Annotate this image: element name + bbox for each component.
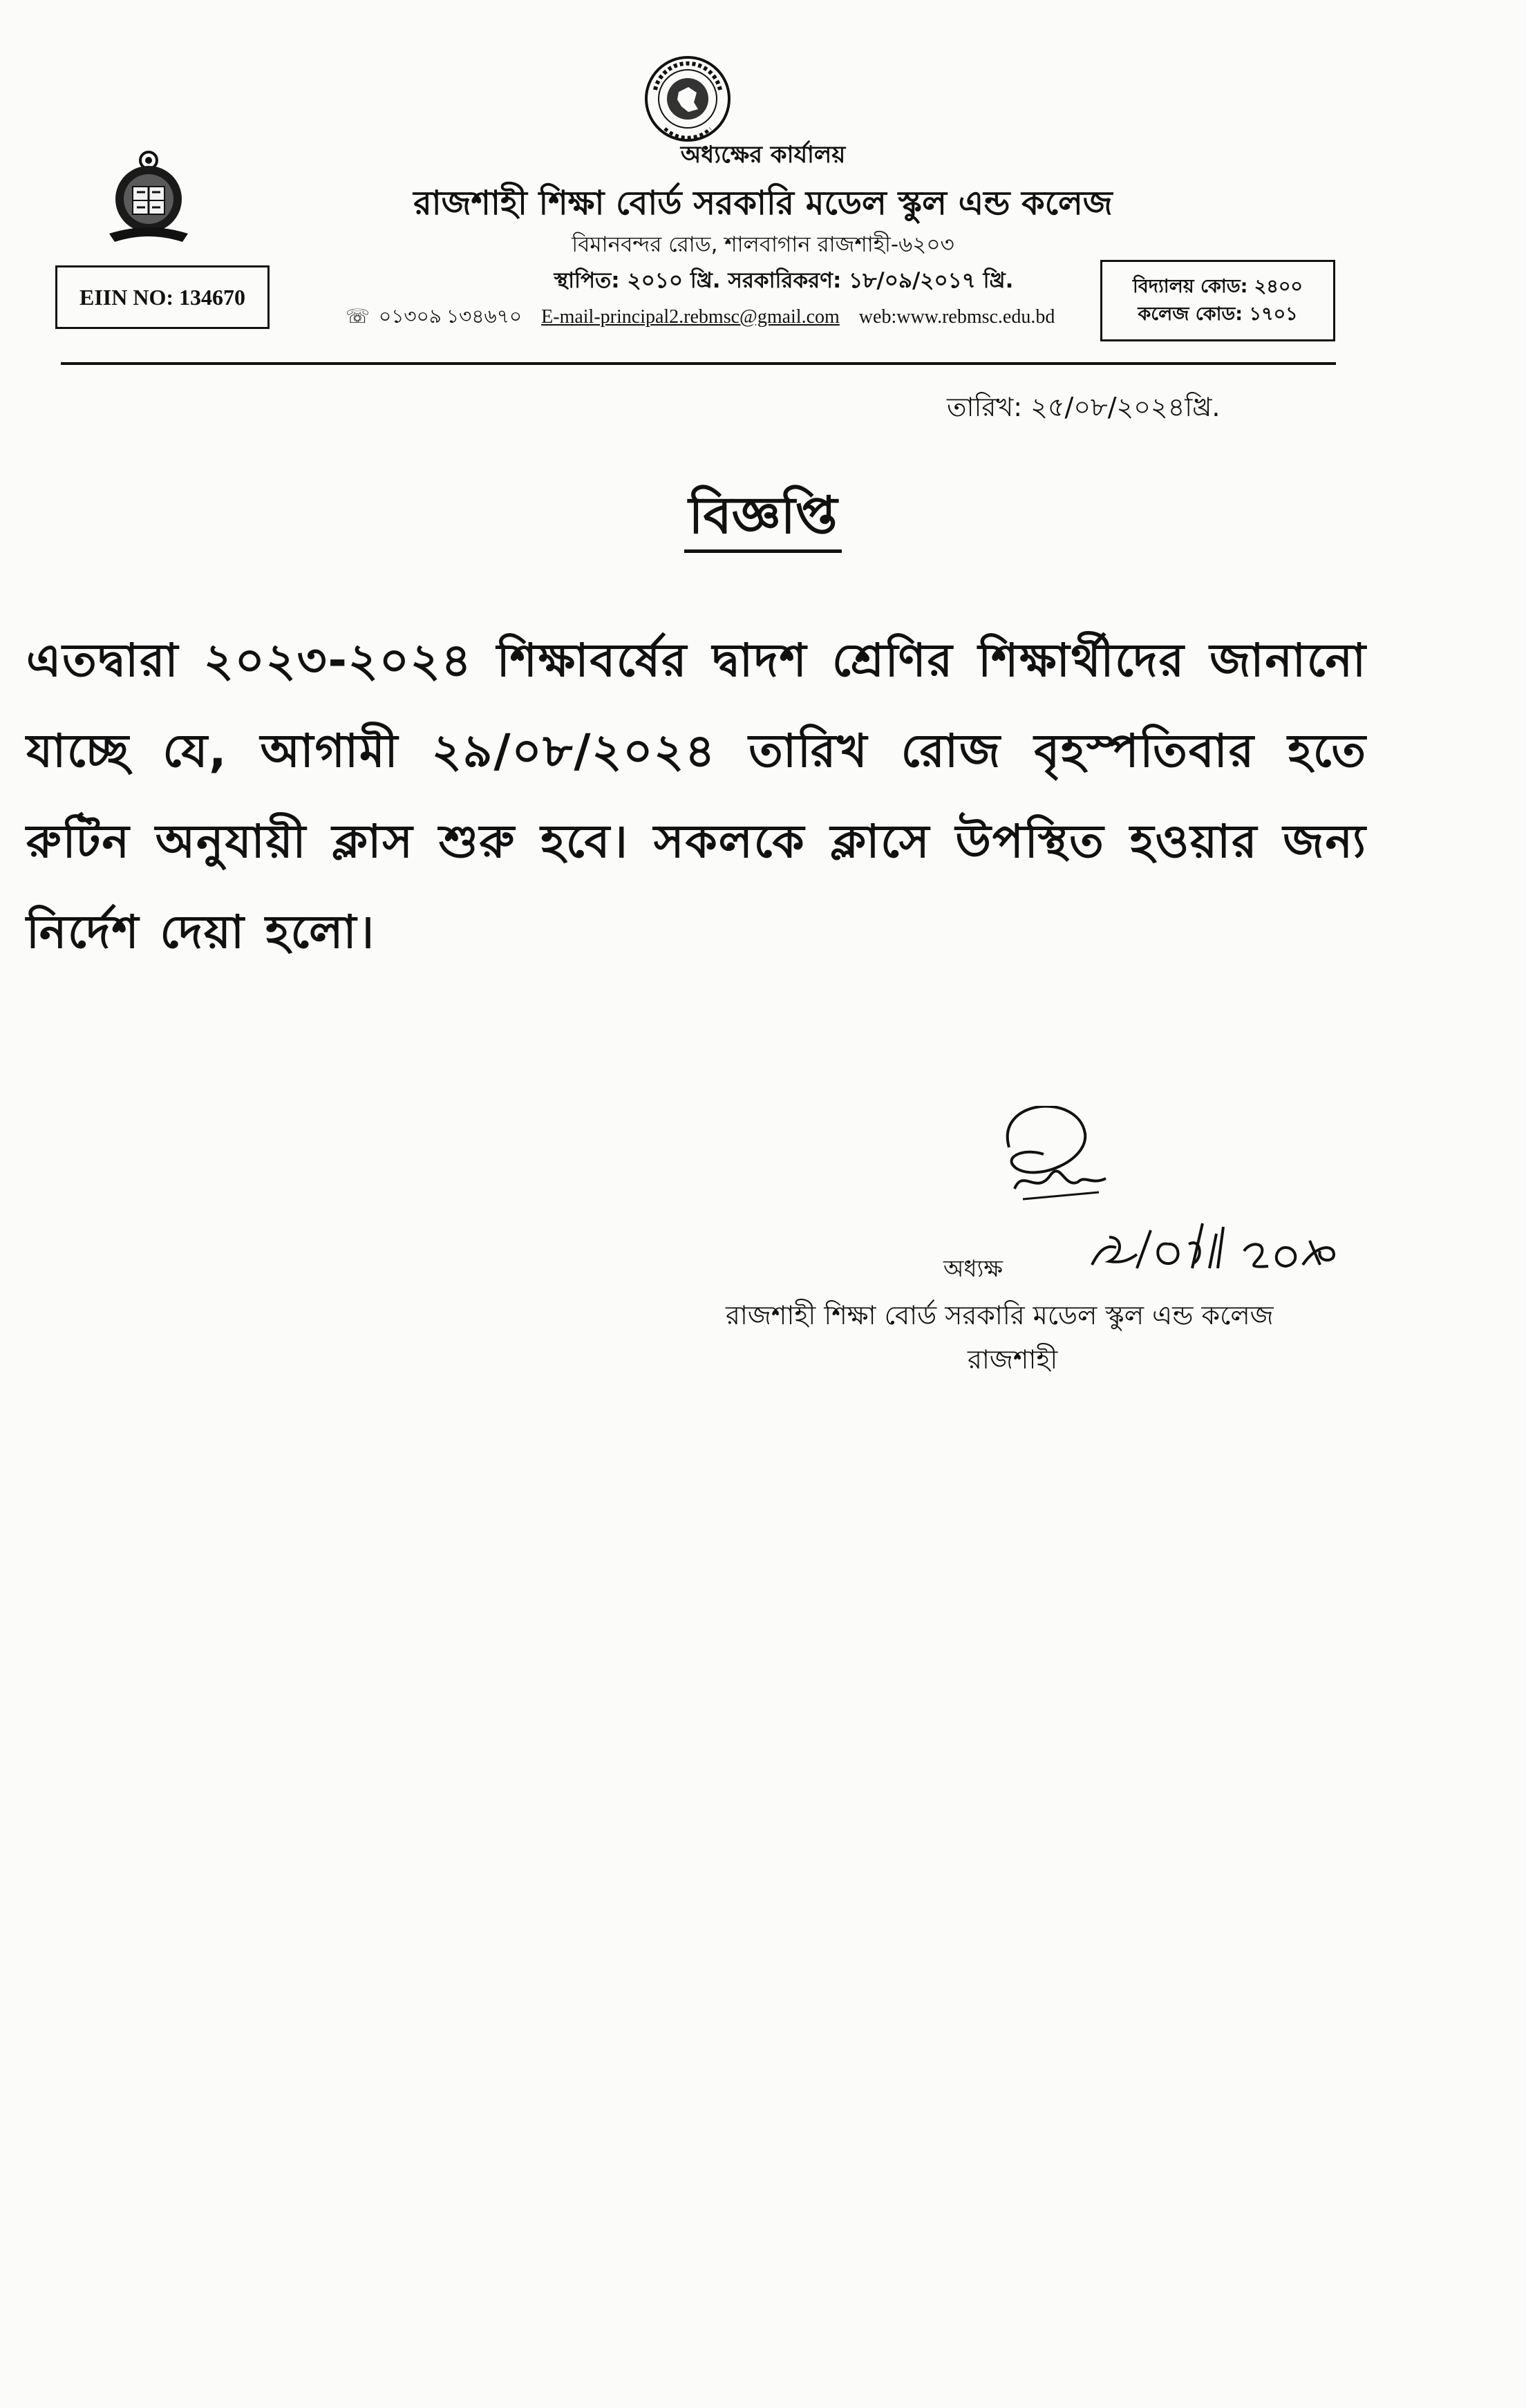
contact-line <box>346 301 1055 334</box>
school-address: বিমানবন্দর রোড, শালবাগান রাজশাহী-৬২০৩ <box>572 232 954 257</box>
established-info: স্থাপিত: ২০১০ খ্রি. সরকারিকরণ: ১৮/০৯/২০১৭ খ্রি. <box>554 268 1014 293</box>
eiin-box <box>55 265 270 329</box>
notice-date <box>947 387 1221 431</box>
eiin-number: EIIN NO: 134670 <box>79 284 245 310</box>
signatory-organization: রাজশাহী শিক্ষা বোর্ড সরকারি মডেল স্কুল এন্ড কলেজ <box>726 1300 1274 1330</box>
signatory-city: রাজশাহী <box>968 1344 1058 1375</box>
notice-title-text: বিজ্ঞপ্তি <box>684 486 841 553</box>
office-title: অধ্যক্ষের কার্যালয় <box>680 141 846 169</box>
email-address: E-mail-principal2.rebmsc@gmail.com <box>541 306 840 328</box>
date-label: তারিখ: <box>947 392 1023 422</box>
notice-title <box>0 477 1526 562</box>
date-value: ২৫/০৮/২০২৪খ্রি. <box>1030 392 1221 422</box>
government-seal-logo <box>643 54 733 144</box>
institution-code-box <box>1100 260 1335 341</box>
school-name-heading: রাজশাহী শিক্ষা বোর্ড সরকারি মডেল স্কুল এন্ড কলেজ <box>413 184 1113 223</box>
phone-icon: ☏ <box>346 306 370 328</box>
website-address: web:www.rebmsc.edu.bd <box>858 306 1055 328</box>
principal-signature <box>995 1106 1410 1272</box>
college-code: কলেজ কোড: ১৭০১ <box>1138 303 1298 325</box>
header-divider <box>61 362 1336 365</box>
notice-body: এতদ্বারা ২০২৩-২০২৪ শিক্ষাবর্ষের দ্বাদশ শ্রেণির শিক্ষার্থীদের জানানো যাচ্ছে যে, আগামী ২৯/০৮/২০২৪ তারিখ রোজ বৃহস্পতিবার হতে রুটিন অনুযায়ী ক্লাস শুরু হবে। সকলকে ক্লাসে উপস্থিত হওয়ার জন্য নির্দেশ দেয়া হলো। <box>26 634 1367 959</box>
phone-number: ০১৩০৯ ১৩৪৬৭০ <box>379 306 522 328</box>
signatory-title: অধ্যক্ষ <box>943 1255 1003 1283</box>
school-code: বিদ্যালয় কোড: ২৪০০ <box>1133 276 1303 297</box>
